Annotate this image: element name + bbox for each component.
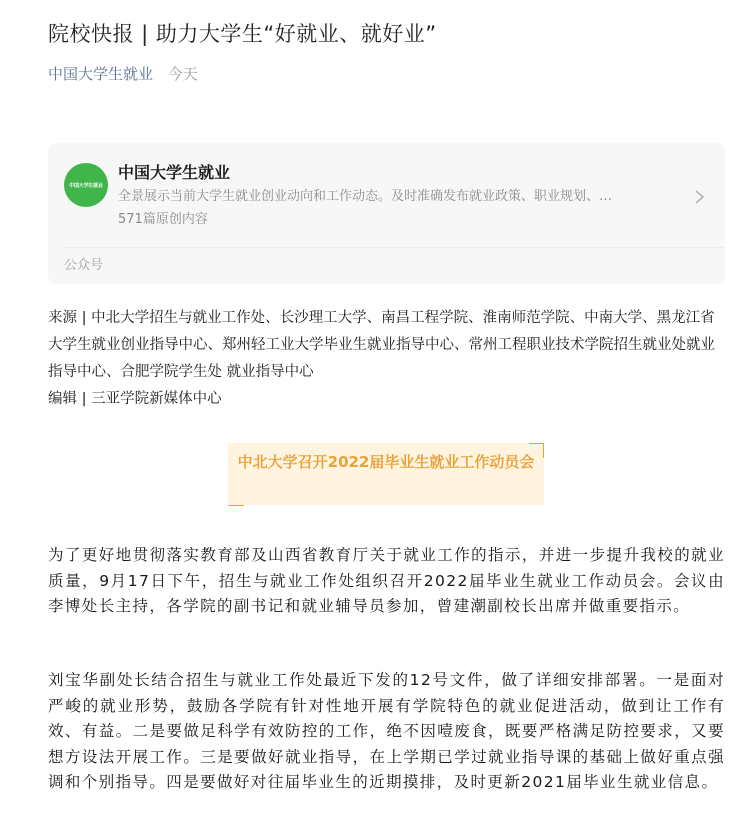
editor-line: 编辑 | 三亚学院新媒体中心: [48, 391, 222, 407]
account-name: 中国大学生就业: [118, 163, 231, 182]
article-meta: [48, 63, 198, 85]
author-link[interactable]: 中国大学生就业: [48, 65, 154, 83]
paragraph: 刘宝华副处长结合招生与就业工作处最近下发的12号文件，做了详细安排部署。一是面对严峻的就业形势，鼓励各学院有针对性地开展有学院特色的就业促进活动，做到让工作有效、有益。二是要做足科学有效防控的工作，绝不因噎废食，既要严格满足防控要求，又要想方设法开展工作。三是要做好就业指导，在上学期已学过就业指导课的基础上做好重点强调和个别指导。四是要做好对往届毕业生的近期摸排，及时更新2021届毕业生就业信息。: [48, 671, 725, 791]
section-heading-box: [228, 443, 544, 505]
chevron-right-icon: [693, 187, 707, 207]
avatar-text: 中国大学生就业: [69, 182, 103, 189]
source-line: 来源 | 中北大学招生与就业工作处、长沙理工大学、南昌工程学院、淮南师范学院、中南大学、黑龙江省大学生就业创业指导中心、郑州轻工业大学毕业生就业指导中心、常州工程职业技术学院招生就业处就业指导中心、合肥学院学生处 就业指导中心: [48, 310, 715, 380]
card-divider: [64, 247, 725, 248]
account-description: 全景展示当前大学生就业创业动向和工作动态。及时准确发布就业政策、职业规划、…: [118, 189, 613, 204]
account-avatar: [64, 163, 108, 207]
publish-date: 今天: [167, 65, 198, 83]
section-heading: 中北大学召开2022届毕业生就业工作动员会: [237, 453, 535, 471]
account-article-count: 571篇原创内容: [118, 212, 208, 227]
paragraph: 为了更好地贯彻落实教育部及山西省教育厅关于就业工作的指示，并进一步提升我校的就业质量，9月17日下午，招生与就业工作处组织召开2022届毕业生就业工作动员会。会议由李博处长主持，各学院的副书记和就业辅导员参加，曾建潮副校长出席并做重要指示。: [48, 546, 725, 615]
account-card[interactable]: [48, 143, 725, 284]
credits: [48, 305, 725, 413]
article-title: 院校快报 | 助力大学生“好就业、就好业”: [48, 22, 437, 46]
heading-corner-decoration: [228, 505, 244, 506]
card-footer-label: 公众号: [64, 258, 104, 273]
